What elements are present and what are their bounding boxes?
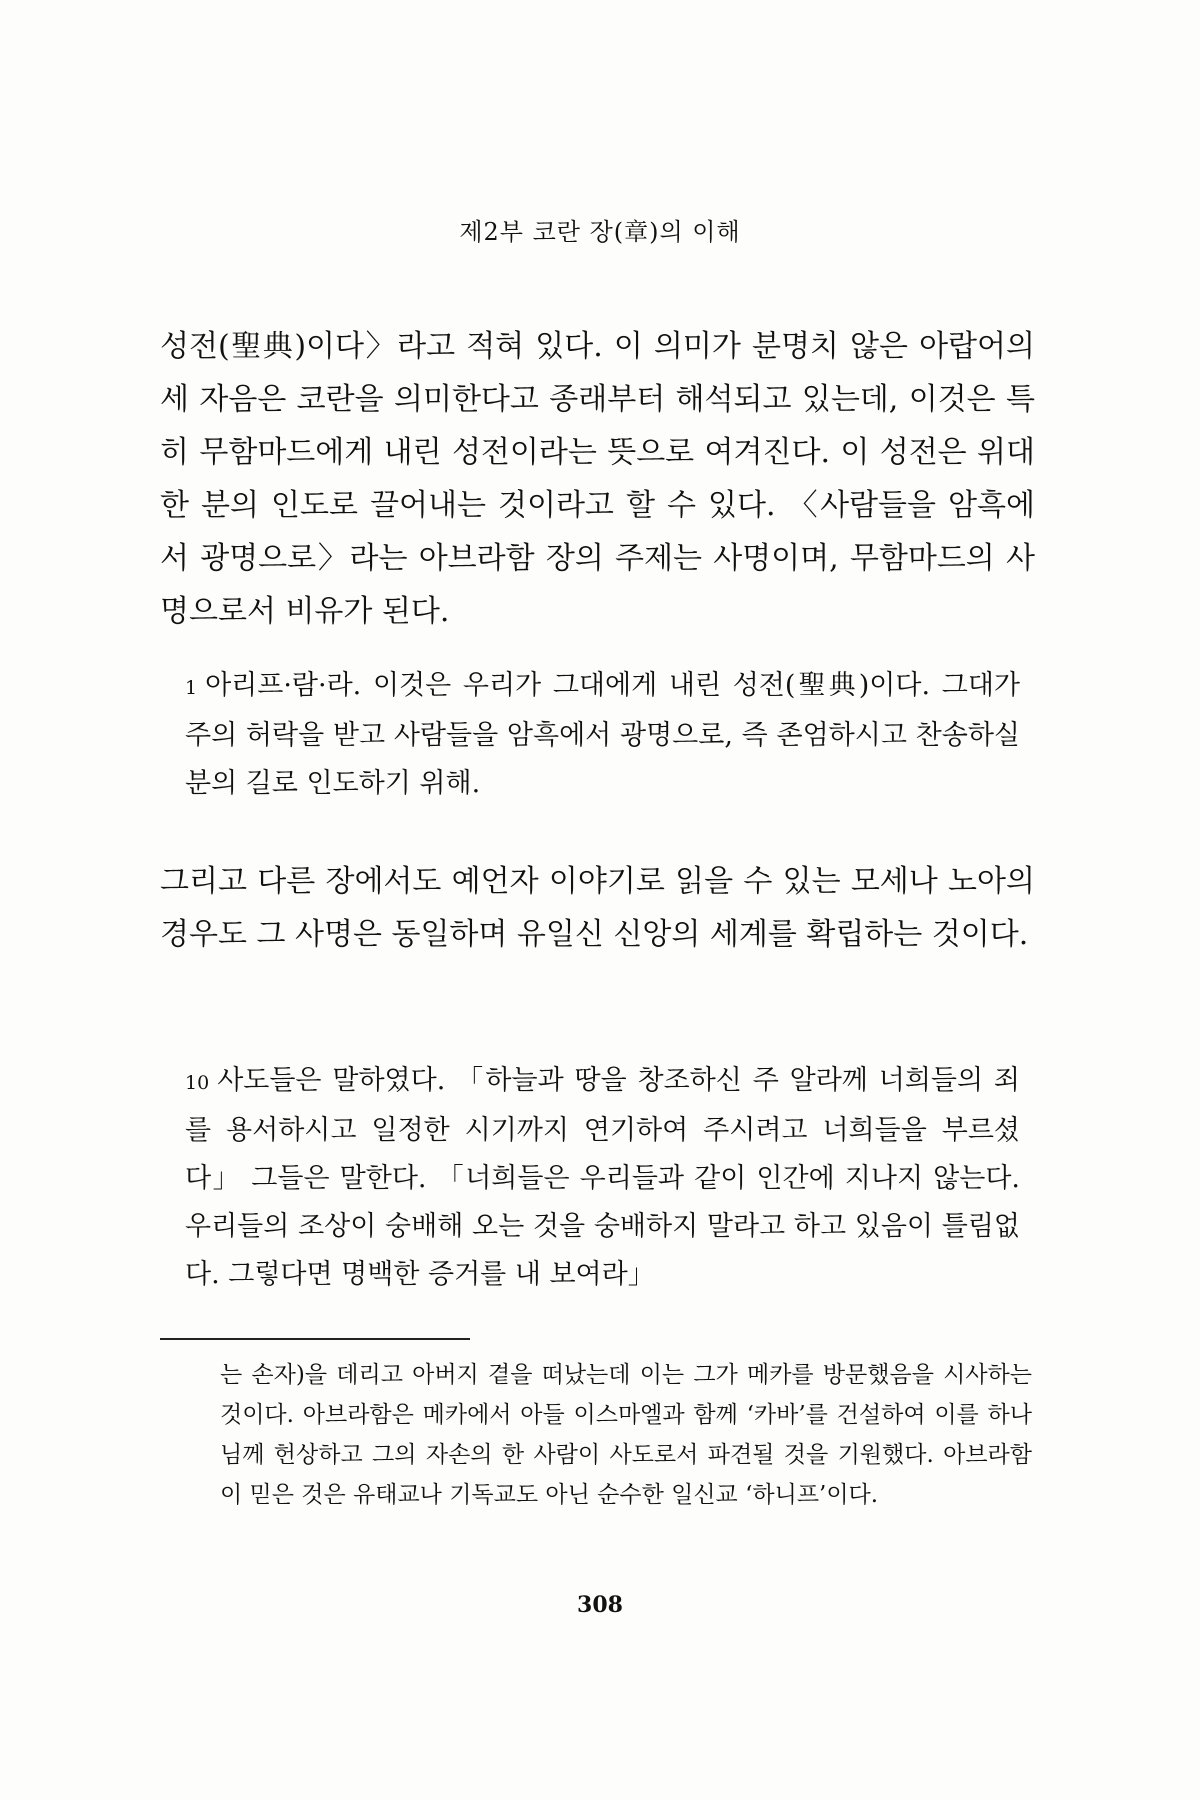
body-paragraph-2: 그리고 다른 장에서도 예언자 이야기로 읽을 수 있는 모세나 노아의 경우도 그 사명은 동일하며 유일신 신앙의 세계를 확립하는 것이다. — [160, 864, 1035, 952]
verse-text: 사도들은 말하였다. 「하늘과 땅을 창조하신 주 알라께 너희들의 죄를 용서하시고 일정한 시기까지 연기하여 주시려고 너희들을 부르셨다」 그들은 말한다. 「너희들은 우리들과 같이 인간에 지나지 않는다. 우리들의 조상이 숭배해 오는 것을 숭배하지 말라고 하고 있음이 틀림없다. 그렇다면 명백한 증거를 내 보여라」 — [185, 1065, 1020, 1290]
verse-number: 10 — [185, 1072, 210, 1094]
verse-quote-2 — [185, 1057, 1020, 1299]
footnote-divider — [160, 1338, 470, 1340]
verse-text: 아리프·람·라. 이것은 우리가 그대에게 내린 성전(聖典)이다. 그대가 주의 허락을 받고 사람들을 암흑에서 광명으로, 즉 존엄하시고 찬송하실 분의 길로 인도하기 위해. — [185, 670, 1021, 799]
page-number: 308 — [577, 1592, 623, 1618]
running-head: 제2부 코란 장(章)의 이해 — [459, 218, 741, 246]
footnote-text: 는 손자)을 데리고 아버지 곁을 떠났는데 이는 그가 메카를 방문했음을 시사하는 것이다. 아브라함은 메카에서 아들 이스마엘과 함께 ‘카바’를 건설하여 이를 하나님께 헌상하고 그의 자손의 한 사람이 사도로서 파견될 것을 기원했다. 아브라함이 믿은 것은 유태교나 기독교도 아닌 순수한 일신교 ‘하니프’이다. — [220, 1362, 1032, 1508]
verse-quote-1 — [185, 662, 1020, 808]
verse-number: 1 — [185, 677, 198, 699]
body-paragraph-1: 성전(聖典)이다〉라고 적혀 있다. 이 의미가 분명치 않은 아랍어의 세 자음은 코란을 의미한다고 종래부터 해석되고 있는데, 이것은 특히 무함마드에게 내린 성전이라는 뜻으로 여겨진다. 이 성전은 위대한 분의 인도로 끌어내는 것이라고 할 수 있다. 〈사람들을 암흑에서 광명으로〉라는 아브라함 장의 주제는 사명이며, 무함마드의 사명으로서 비유가 된다. — [160, 329, 1035, 629]
